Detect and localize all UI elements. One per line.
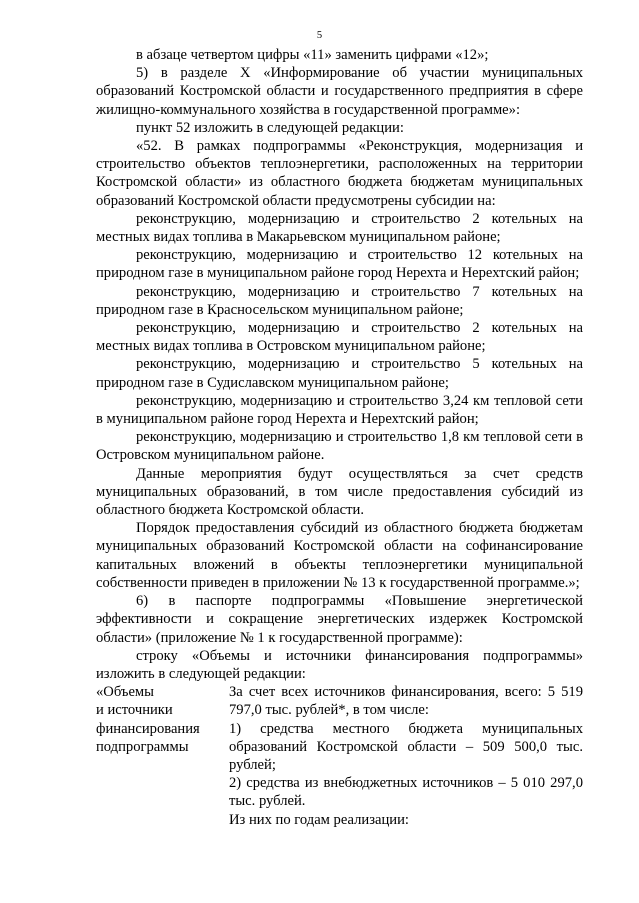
table-label-line: и источники	[96, 702, 173, 719]
paragraph: реконструкцию, модернизацию и строительство 1,8 км тепловой сети в Островском муниципальном районе.	[96, 429, 583, 464]
table-label-line: «Объемы	[96, 684, 154, 701]
paragraph: реконструкцию, модернизацию и строительство 3,24 км тепловой сети в муниципальном районе город Нерехта и Нерехтский район;	[96, 392, 583, 428]
table-value-paragraph: За счет всех источников финансирования, всего: 5 519 797,0 тыс. рублей*, в том числе:	[229, 684, 583, 719]
paragraph: реконструкцию, модернизацию и строительство 2 котельных на местных видах топлива в Макарьевском муниципальном районе;	[96, 210, 583, 246]
paragraph: реконструкцию, модернизацию и строительство 5 котельных на природном газе в Судиславском муниципальном районе;	[96, 356, 583, 391]
paragraph: Данные мероприятия будут осуществляться за счет средств муниципальных образований, в том числе предоставления субсидий из областного бюджета Костромской области.	[96, 465, 583, 519]
table-value-paragraph: 2) средства из внебюджетных источников – 5 010 297,0 тыс. рублей.	[229, 775, 583, 810]
paragraph: «52. В рамках подпрограммы «Реконструкция, модернизация и строительство объектов теплоэнергетики, расположенных на территории Костромской области» из областного бюджета бюджетам муниципальных образований Костромской области предусмотрены субсидии на:	[96, 138, 583, 209]
paragraph: 5) в разделе X «Информирование об участии муниципальных образований Костромской области и государственного предприятия в сфере жилищно-коммунального хозяйства в государственной программе»:	[96, 65, 583, 118]
table-row-value	[229, 683, 583, 829]
paragraph: Порядок предоставления субсидий из областного бюджета бюджетам муниципальных образований Костромской области на софинансирование капитальных вложений в объекты теплоэнергетики муниципальной собственности приведен в приложении № 13 к государственной программе.»;	[96, 520, 583, 591]
paragraph: строку «Объемы и источники финансирования подпрограммы» изложить в следующей редакции:	[96, 647, 583, 682]
document-body	[96, 46, 583, 829]
paragraph: реконструкцию, модернизацию и строительство 12 котельных на природном газе в муниципальном районе город Нерехта и Нерехтский район;	[96, 247, 583, 282]
table-row-label	[96, 683, 229, 829]
paragraph: реконструкцию, модернизацию и строительство 2 котельных на местных видах топлива в Островском муниципальном районе;	[96, 320, 583, 355]
table-value-paragraph: Из них по годам реализации:	[229, 811, 409, 828]
table-value-paragraph: 1) средства местного бюджета муниципальных образований Костромской области – 509 500,0 тыс. рублей;	[229, 720, 583, 773]
paragraph: в абзаце четвертом цифры «11» заменить цифрами «12»;	[136, 47, 489, 63]
paragraph: реконструкцию, модернизацию и строительство 7 котельных на природном газе в Красносельском муниципальном районе;	[96, 283, 583, 318]
table-label-line: финансирования	[96, 720, 200, 737]
paragraph: 6) в паспорте подпрограммы «Повышение энергетической эффективности и сокращение энергетических издержек Костромской области» (приложение № 1 к государственной программе):	[96, 593, 583, 646]
table-label-line: подпрограммы	[96, 738, 189, 755]
paragraph: пункт 52 изложить в следующей редакции:	[136, 119, 404, 136]
financing-table	[96, 683, 583, 829]
page-number: 5	[316, 30, 323, 41]
